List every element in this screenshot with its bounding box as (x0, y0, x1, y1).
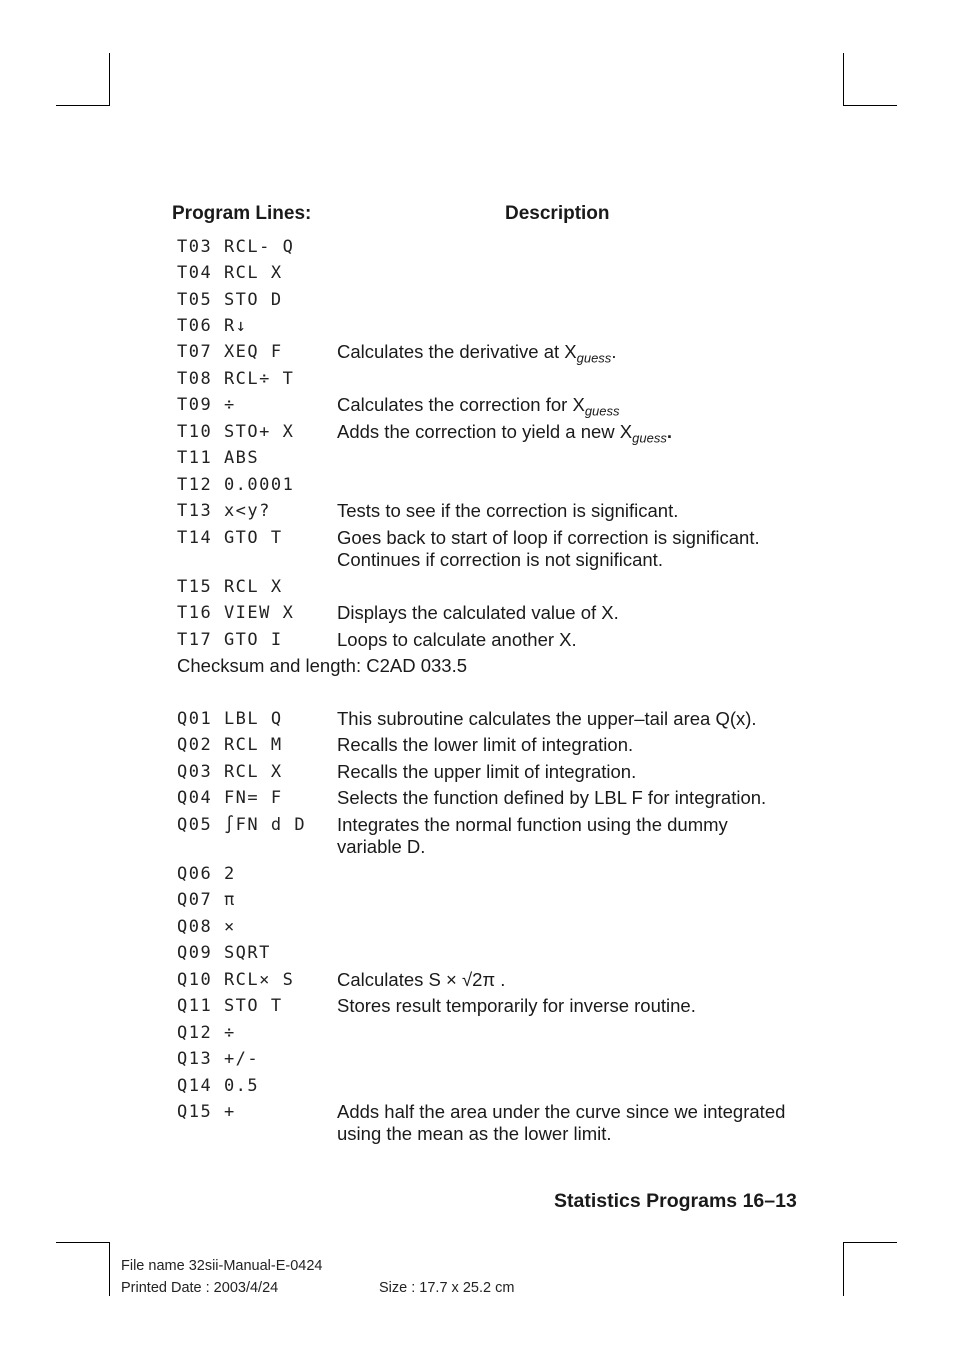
program-code: T08 RCL÷ T (177, 369, 295, 389)
program-code: T15 RCL X (177, 577, 283, 597)
crop-mark-top-left-v (109, 53, 110, 106)
program-code: T04 RCL X (177, 263, 283, 283)
page-footer-title: Statistics Programs 16–13 (554, 1190, 797, 1212)
crop-mark-bottom-right-v (843, 1242, 844, 1296)
program-code: Q04 FN= F (177, 788, 283, 808)
program-description: Selects the function defined by LBL F for integration. (337, 787, 767, 808)
program-code: T13 x<y? (177, 501, 271, 521)
program-description: Loops to calculate another X. (337, 629, 577, 650)
program-code: Q05 ∫FN d D (177, 815, 307, 835)
program-code: Q03 RCL X (177, 762, 283, 782)
program-description: Calculates S × √2π . (337, 969, 506, 990)
page-size: Size : 17.7 x 25.2 cm (379, 1280, 515, 1296)
crop-mark-bottom-left-v (109, 1242, 110, 1296)
program-description: Stores result temporarily for inverse routine. (337, 995, 696, 1016)
program-code: Q09 SQRT (177, 943, 271, 963)
crop-mark-top-left-h (56, 105, 110, 106)
program-description: Adds half the area under the curve since we integrated using the mean as the lower limit. (337, 1101, 786, 1144)
program-code: Q10 RCL× S (177, 970, 295, 990)
program-description: Goes back to start of loop if correction is significant. Continues if correction is not significant. (337, 527, 760, 570)
program-code: Q01 LBL Q (177, 709, 283, 729)
program-code: Q14 0.5 (177, 1076, 260, 1096)
program-description: Calculates the derivative at $X_{guess}$. (337, 341, 617, 366)
program-code: T12 0.0001 (177, 475, 295, 495)
program-code: T17 GTO I (177, 630, 283, 650)
program-description: Tests to see if the correction is significant. (337, 500, 679, 521)
program-description: Displays the calculated value of X. (337, 602, 619, 623)
program-description: Recalls the upper limit of integration. (337, 761, 637, 782)
program-code: T05 STO D (177, 290, 283, 310)
crop-mark-top-right-v (843, 53, 844, 106)
program-description: Adds the correction to yield a new $X_{guess}$. (337, 421, 672, 446)
program-code: T16 VIEW X (177, 603, 295, 623)
crop-mark-bottom-right-h (843, 1242, 897, 1243)
program-code: T07 XEQ F (177, 342, 283, 362)
program-description: Integrates the normal function using the dummy variable D. (337, 814, 728, 857)
program-code: Q15 + (177, 1102, 236, 1122)
printed-date: Printed Date : 2003/4/24 (121, 1280, 279, 1296)
crop-mark-bottom-left-h (56, 1242, 110, 1243)
program-code: T09 ÷ (177, 395, 236, 415)
program-description: Recalls the lower limit of integration. (337, 734, 634, 755)
description-header: Description (505, 203, 610, 224)
program-code: T14 GTO T (177, 528, 283, 548)
program-code: Q11 STO T (177, 996, 283, 1016)
program-code: Q06 2 (177, 864, 236, 884)
program-description: This subroutine calculates the upper–tail area Q(x). (337, 708, 757, 729)
program-code: T10 STO+ X (177, 422, 295, 442)
program-code: Q13 +/- (177, 1049, 260, 1069)
program-code: Q07 π (177, 890, 236, 910)
program-code: T06 R↓ (177, 316, 248, 336)
program-description: Calculates the correction for $X_{guess}$ (337, 394, 620, 419)
program-code: Q12 ÷ (177, 1023, 236, 1043)
program-code: T11 ABS (177, 448, 260, 468)
checksum-line: Checksum and length: C2AD 033.5 (177, 655, 468, 676)
program-code: Q02 RCL M (177, 735, 283, 755)
program-code: Q08 × (177, 917, 236, 937)
crop-mark-top-right-h (843, 105, 897, 106)
program-lines-header: Program Lines: (172, 203, 312, 224)
program-code: T03 RCL- Q (177, 237, 295, 257)
file-name: File name 32sii-Manual-E-0424 (121, 1258, 323, 1274)
